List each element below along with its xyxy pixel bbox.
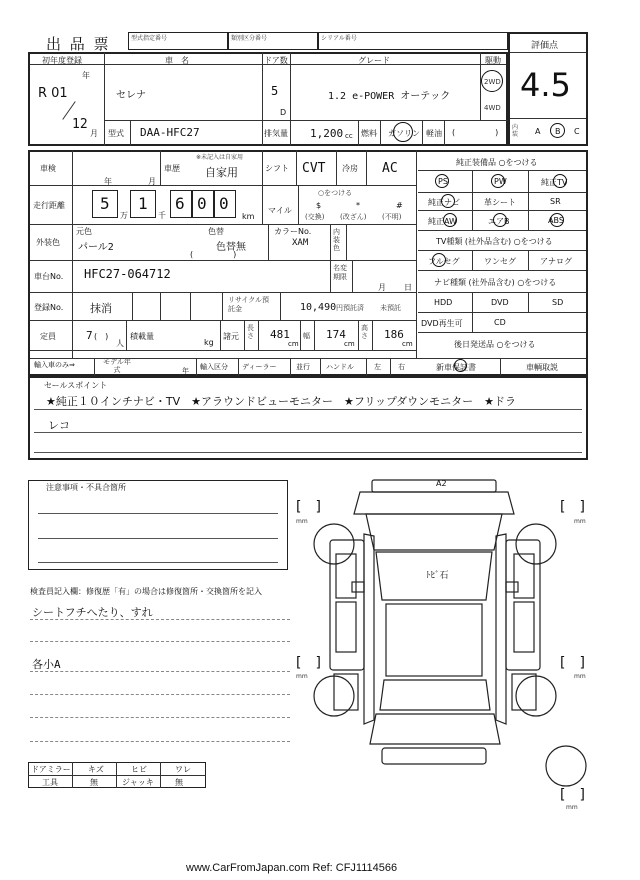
orig-color-label: 元色 (76, 227, 92, 236)
tv-fullseg-circle (432, 253, 446, 267)
handle-label: ハンドル (326, 363, 354, 371)
fuel-circle (393, 122, 413, 142)
car-name-value: セレナ (116, 90, 146, 101)
sen-unit: 千 (158, 211, 166, 220)
page-title: 出 品 票 (46, 35, 111, 53)
recycle-label: リサイクル預託金 (228, 296, 270, 313)
model-year-label: モデル年式 (103, 358, 131, 374)
oem-navi-circle (441, 194, 455, 208)
score-label: 評価点 (531, 41, 559, 51)
first-reg-year-unit: 年 (82, 71, 90, 80)
tire-rl-bracket: [ ] (296, 655, 321, 671)
legend-header-3: ワレ (175, 765, 191, 774)
mile-opt2: * (356, 201, 360, 210)
inspection-label: 車検 (40, 164, 56, 173)
registration-label: 登録No. (34, 303, 64, 312)
model-label: 型式 (108, 129, 124, 138)
caution-label: 注意事項・不具合箇所 (46, 483, 126, 492)
oem-navi: 純正ナビ (428, 198, 460, 207)
doors-suffix: D (280, 108, 287, 117)
name-change-day-unit: 日 (404, 283, 412, 292)
sales-box (28, 376, 588, 460)
name-change-month-unit: 月 (378, 283, 386, 292)
dealer-label: ディーラー (242, 363, 277, 371)
load-label: 積載量 (130, 332, 154, 341)
tv-oneseg: ワンセグ (484, 257, 516, 266)
car-name-label: 車 名 (165, 56, 189, 65)
mile-opt2-desc: (改ざん) (340, 213, 367, 221)
doors-label: ドア数 (264, 56, 288, 65)
chassis-value: HFC27-064712 (84, 267, 171, 281)
oem-aw-circle (443, 213, 457, 227)
light-oil-paren: ( ) (452, 128, 499, 137)
tv-analog: アナログ (540, 257, 572, 266)
registration-value: 抹消 (90, 302, 112, 315)
grade-label: グレード (358, 56, 390, 65)
parallel-label: 並行 (296, 363, 310, 371)
nav-dvd: DVD (491, 298, 509, 307)
color-change-label: 色替 (208, 227, 224, 236)
oem-ps: PS (438, 177, 448, 186)
mile-opt3: # (396, 201, 403, 210)
windshield-mark: ﾄﾋﾞ石 (426, 571, 449, 581)
fuel-label: 燃料 (361, 129, 377, 138)
oem-airbag: エアB (488, 217, 510, 226)
cc-unit: cc (345, 132, 353, 140)
fuel-value: ガソリン (388, 129, 420, 138)
length-label: 長さ (247, 324, 254, 340)
ac-value: AC (382, 161, 398, 176)
interior-grade-c: C (574, 127, 580, 136)
inspector-line-2: 各小A (32, 658, 61, 671)
inspector-label: 検査員記入欄：修復歴「有」の場合は修復箇所・交換箇所を記入 (30, 587, 262, 596)
model-year-unit: 年 (182, 367, 189, 375)
nav-title: ナビ種類 (社外品含む) ○をつける (434, 278, 557, 287)
nav-cd: CD (494, 318, 506, 327)
drive-label: 駆動 (485, 56, 501, 65)
import-class-label: 輸入区分 (200, 363, 228, 371)
left-label: 左 (374, 363, 381, 371)
capacity-paren: ( ) (94, 332, 109, 341)
exterior-label: 外装色 (36, 238, 60, 247)
drive-4wd: 4WD (484, 104, 501, 112)
shift-label: シフト (265, 164, 289, 173)
right-label: 右 (398, 363, 405, 371)
recycle-unpaid: 未預託 (380, 304, 401, 312)
kg-unit: kg (204, 338, 214, 347)
sales-label: セールスポイント (44, 381, 108, 390)
first-reg-label: 初年度登録 (42, 56, 82, 65)
oem-abs-circle (550, 213, 564, 227)
vehicle-manual: 車輌取説 (526, 363, 558, 372)
name-change-label: 名変期限 (333, 264, 347, 281)
usage-label: 車歴 (164, 164, 180, 173)
oem-pw: PW (494, 177, 507, 186)
footer-ref: www.CarFromJapan.com Ref: CFJ1114566 (186, 862, 398, 874)
first-reg-era: R 01 (38, 86, 68, 101)
height-cm: cm (402, 340, 413, 348)
tire-spare-mm: mm (566, 804, 578, 811)
shift-value: CVT (302, 161, 326, 176)
displacement-value: 1,200 (310, 127, 344, 140)
inspection-year-unit: 年 (104, 177, 112, 186)
km-unit: km (242, 212, 255, 221)
man-unit: 万 (120, 211, 128, 220)
color-no-label: カラーNo. (274, 227, 312, 236)
mile-note: ○をつける (318, 189, 353, 197)
oem-tv-circle (553, 174, 567, 188)
car-damage-diagram (290, 474, 590, 794)
width-cm: cm (344, 340, 355, 348)
nav-dvd-play: DVD再生可 (421, 319, 463, 328)
interior-grade-a: A (535, 127, 541, 136)
front-mark: A2 (436, 479, 447, 488)
capacity-value: 7 (86, 329, 93, 342)
legend-value-0: 工具 (42, 778, 58, 787)
new-car-warranty: 新車保証書 (436, 363, 476, 372)
tv-fullseg: フルセグ (428, 257, 460, 266)
oem-sr: SR (550, 197, 561, 206)
recycle-value: 10,490 (300, 302, 337, 313)
tv-title: TV種類 (社外品含む) ○をつける (436, 237, 553, 246)
oem-title: 純正装備品 ○をつける (456, 158, 538, 167)
mile-opt1: $ (316, 201, 322, 210)
tire-rl-mm: mm (296, 673, 308, 680)
inspector-line-1: シートフチへたり、すれ (32, 606, 153, 619)
legend-value-1: 無 (90, 778, 98, 787)
color-change-value: 色替無 (216, 242, 246, 253)
score-value: 4.5 (520, 66, 571, 104)
length-value: 481 (270, 328, 290, 341)
length-cm: cm (288, 340, 299, 348)
interior-grade-circle (550, 123, 565, 138)
oem-abs: ABS (548, 216, 564, 225)
displacement-label: 排気量 (264, 129, 288, 138)
mile-opt1-desc: (交換) (305, 213, 325, 221)
mileage-label: 走行距離 (33, 201, 65, 210)
nav-sd: SD (552, 298, 564, 307)
oem-tv: 純正TV (541, 178, 568, 187)
legend-header-0: ドアミラー (31, 765, 71, 774)
first-reg-month: 12 (72, 117, 88, 132)
model-value: DAA-HFC27 (140, 126, 200, 139)
oem-ps-circle (435, 174, 449, 188)
orig-color-value: パール2 (78, 242, 114, 253)
caution-box (28, 480, 288, 570)
model-approval-label: 型式指定番号 (131, 35, 168, 42)
import-label: 輸入車のみ⇒ (34, 361, 75, 369)
tire-rr-mm: mm (574, 673, 586, 680)
sales-line-1: ★純正１０インチナビ・TV ★アラウンドビューモニター ★フリップダウンモニター ★ドラ (46, 395, 517, 408)
oem-aw: 純正AW (428, 217, 457, 226)
inspection-month-unit: 月 (148, 177, 156, 186)
mile-opt3-desc: (不明) (382, 213, 402, 221)
drive-2wd: 2WD (484, 78, 501, 86)
tire-fr-bracket: [ ] (560, 499, 585, 515)
width-value: 174 (326, 328, 346, 341)
tire-fl-bracket: [ ] (296, 499, 321, 515)
tire-fr-mm: mm (574, 518, 586, 525)
mile-label: マイル (268, 206, 292, 215)
first-reg-month-unit: 月 (90, 129, 98, 138)
interior-grade-b: B (555, 127, 561, 136)
capacity-unit: 人 (116, 339, 124, 348)
color-no-value: XAM (292, 238, 309, 248)
doors-value: 5 (271, 84, 279, 98)
nav-hdd: HDD (434, 298, 453, 307)
legend-value-2: ジャッキ (122, 778, 154, 787)
legend-value-3: 無 (175, 778, 183, 787)
drive-2wd-circle (481, 70, 503, 92)
width-label: 幅 (303, 332, 310, 340)
capacity-label: 定員 (40, 332, 56, 341)
later-docs-title: 後日発送品 ○をつける (454, 340, 536, 349)
legend-header-2: ヒビ (131, 765, 147, 774)
serial-label: シリアル番号 (321, 35, 357, 42)
usage-note: ※未記入は自家用 (196, 154, 244, 161)
tire-fl-mm: mm (296, 518, 308, 525)
legend-header-1: キズ (88, 765, 104, 774)
chassis-label: 車台No. (34, 272, 64, 281)
oem-airbag-circle (493, 213, 507, 227)
tire-rr-bracket: [ ] (560, 655, 585, 671)
color-change-paren: ( ) (190, 250, 237, 259)
usage-value: 自家用 (205, 166, 238, 179)
category-label: 類別区分番号 (231, 35, 268, 42)
recycle-paid: 円預託済 (336, 304, 364, 312)
light-oil-label: 軽油 (426, 129, 442, 138)
dims-label: 諸元 (223, 332, 239, 341)
oem-pw-circle (491, 174, 505, 188)
warranty-circle (454, 359, 467, 372)
oem-leather: 革シート (484, 198, 516, 207)
grade-value: 1.2 e-POWER オーテック (328, 91, 451, 102)
sales-line-2: レコ (48, 419, 70, 432)
interior-color-label: 内装色 (333, 228, 340, 252)
ac-label: 冷房 (342, 164, 358, 173)
tire-spare-bracket: [ ] (560, 787, 585, 803)
interior-label: 内装 (512, 124, 519, 138)
height-value: 186 (384, 328, 404, 341)
height-label: 高さ (361, 324, 368, 340)
